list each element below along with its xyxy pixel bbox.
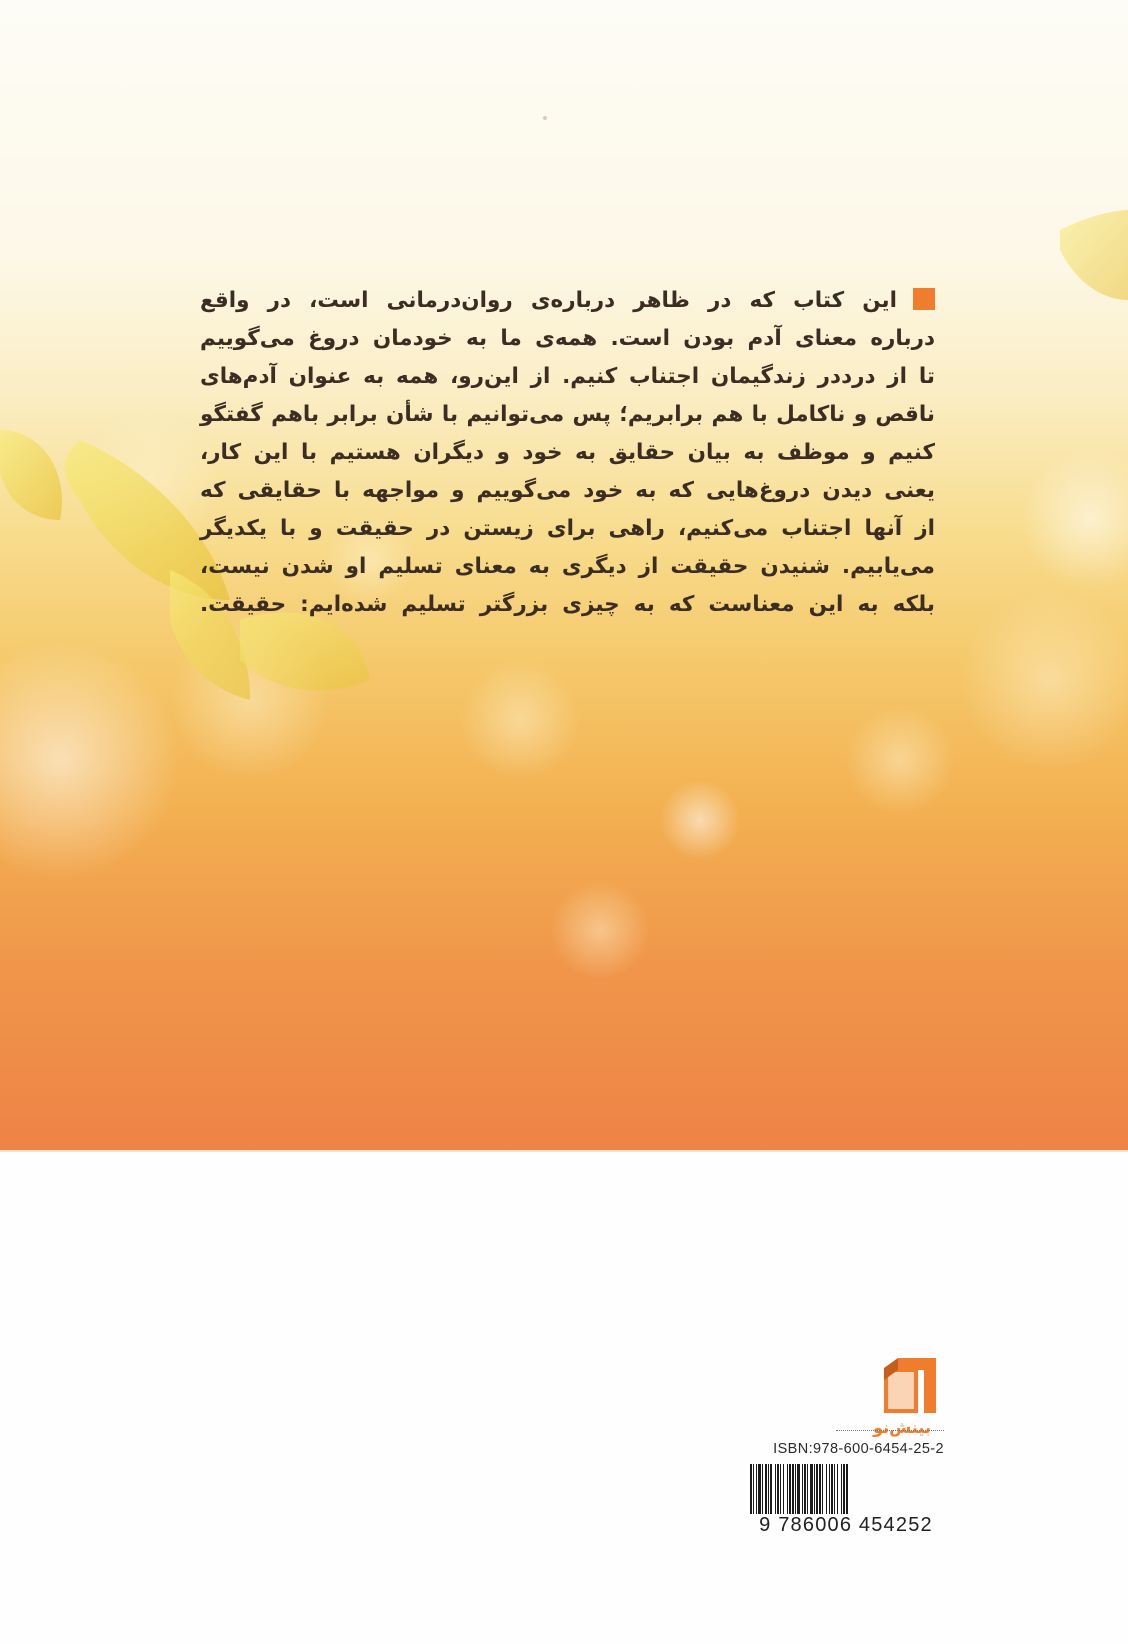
artwork-bottom-edge bbox=[0, 1150, 1128, 1152]
barcode-bar bbox=[777, 1464, 779, 1514]
barcode-bar bbox=[837, 1464, 838, 1514]
barcode-bar bbox=[804, 1464, 806, 1514]
barcode-bar bbox=[826, 1464, 827, 1514]
square-bullet-icon bbox=[913, 288, 935, 310]
barcode-bar bbox=[831, 1464, 833, 1514]
barcode-bar bbox=[780, 1464, 781, 1514]
barcode-bar bbox=[750, 1464, 752, 1514]
barcode-bar bbox=[816, 1464, 818, 1514]
barcode-bar bbox=[802, 1464, 803, 1514]
barcode-bar bbox=[829, 1464, 830, 1514]
barcode-bar bbox=[787, 1464, 788, 1514]
blurb-line: تا از درددر زندگیمان اجتناب کنیم. از این‌رو، همه به عنوان آدم‌های bbox=[200, 364, 935, 389]
barcode-bar bbox=[792, 1464, 794, 1514]
barcode-bar bbox=[814, 1464, 815, 1514]
barcode-bar bbox=[768, 1464, 769, 1514]
blurb-line: ناقص و ناکامل با هم برابریم؛ پس می‌توانیم با شأن برابر باهم گفتگو bbox=[200, 402, 935, 427]
isbn-barcode bbox=[748, 1464, 944, 1514]
barcode-bar bbox=[762, 1464, 763, 1514]
barcode-bar bbox=[797, 1464, 800, 1514]
blurb-line: بلکه به این معناست که به چیزی بزرگتر تسلیم شده‌ایم: حقیقت. bbox=[200, 592, 935, 617]
barcode-bar bbox=[753, 1464, 754, 1514]
isbn-divider bbox=[836, 1430, 944, 1431]
blurb-line: این کتاب که در ظاهر درباره‌ی روان‌درمانی است، در واقع bbox=[200, 282, 935, 320]
barcode-bar bbox=[783, 1464, 784, 1514]
book-logo-icon bbox=[884, 1358, 936, 1413]
barcode-bar bbox=[843, 1464, 845, 1514]
barcode-digits: 9 786006 454252 bbox=[759, 1514, 933, 1536]
barcode-bar bbox=[765, 1464, 767, 1514]
barcode-bar bbox=[775, 1464, 776, 1514]
isbn-label: ISBN:978-600-6454-25-2 bbox=[773, 1441, 944, 1457]
barcode-bar bbox=[758, 1464, 761, 1514]
blurb-line: می‌یابیم. شنیدن حقیقت از دیگری به معنای تسلیم او شدن نیست، bbox=[200, 554, 935, 579]
blurb-line: درباره معنای آدم بودن است. همه‌ی ما به خودمان دروغ می‌گوییم bbox=[200, 326, 935, 351]
barcode-bar bbox=[810, 1464, 813, 1514]
barcode-bar bbox=[789, 1464, 791, 1514]
barcode-bar bbox=[834, 1464, 835, 1514]
barcode-bar bbox=[819, 1464, 821, 1514]
barcode-bar bbox=[807, 1464, 808, 1514]
barcode-bar bbox=[795, 1464, 796, 1514]
blurb-line: کنیم و موظف به بیان حقایق به خود و دیگران هستیم با این کار، bbox=[200, 440, 935, 465]
blurb-line: از آنها اجتناب می‌کنیم، راهی برای زیستن در حقیقت و با یکدیگر bbox=[200, 516, 935, 541]
barcode-bar bbox=[841, 1464, 842, 1514]
barcode-bar bbox=[770, 1464, 772, 1514]
back-cover-blurb bbox=[200, 282, 935, 624]
barcode-bar bbox=[822, 1464, 823, 1514]
blurb-line: یعنی دیدن دروغ‌هایی که به خود می‌گوییم و مواجهه با حقایقی که bbox=[200, 478, 935, 503]
publisher-name: بینش‌نو bbox=[873, 1418, 931, 1437]
barcode-bar bbox=[846, 1464, 848, 1514]
barcode-bar bbox=[756, 1464, 757, 1514]
